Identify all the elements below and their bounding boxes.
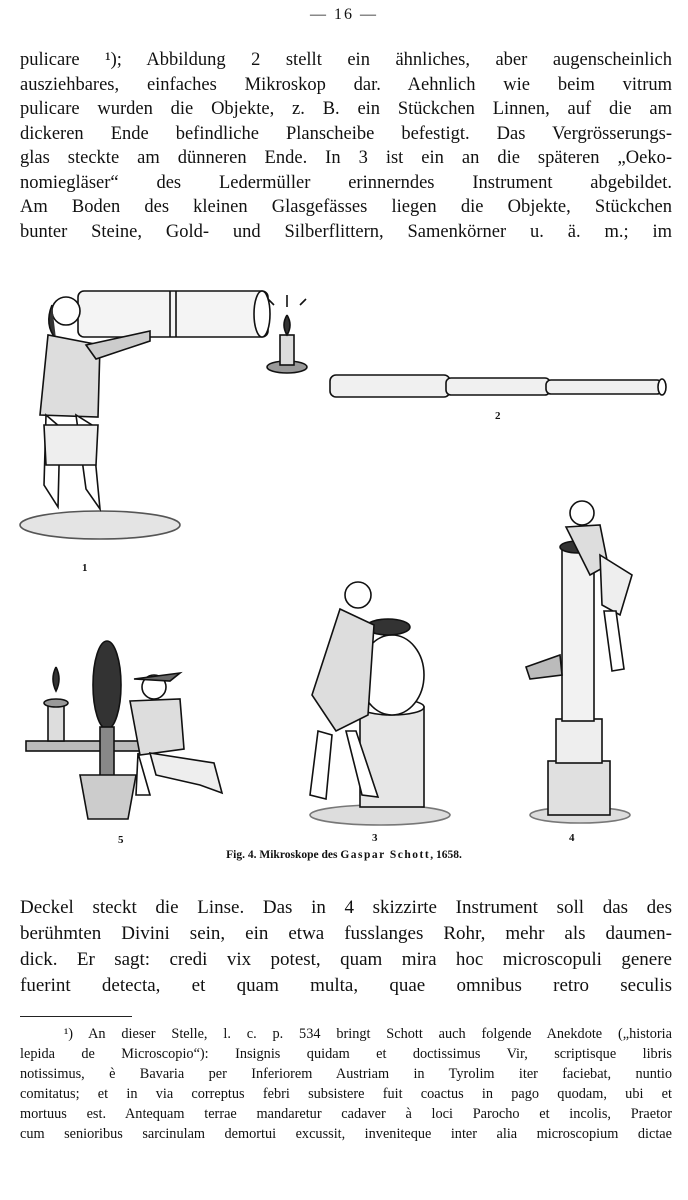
caption-text: Mikroskope des xyxy=(259,849,338,861)
text-line: Am Boden des kleinen Glasgefässes liegen die Objekte, Stückchen xyxy=(20,197,672,217)
footnote-line: ¹) An dieser Stelle, l. c. p. 534 bringt Schott auch folgende Anekdote („historia xyxy=(64,1026,672,1042)
figure-number-2: 2 xyxy=(495,410,501,422)
figure-5-drawing xyxy=(26,641,222,819)
figure-4-drawing xyxy=(526,501,632,823)
figure-number-5: 5 xyxy=(118,834,124,846)
text-line: Deckel steckt die Linse. Das in 4 skizzirte Instrument soll das des xyxy=(20,897,672,918)
page-number: — 16 — xyxy=(310,6,378,23)
footnote-line: notissimus, è Bavaria per Inferiorem Austriam in Tyrolim iter faciebat, nuntio xyxy=(20,1066,672,1082)
figure-number-3: 3 xyxy=(372,832,378,844)
footnote-line: lepida de Microscopio“): Insignis quidam et doctissimus Vir, scriptisque libris xyxy=(20,1046,672,1062)
bottom-paragraph xyxy=(20,895,672,999)
figure-1-drawing xyxy=(20,291,307,539)
text-line: glas steckte am dünneren Ende. In 3 ist ein an die späteren „Oeko- xyxy=(20,148,672,168)
text-line: dick. Er sagt: credi vix potest, quam mira hoc microscopuli genere xyxy=(20,949,672,970)
text-line: nomiegläser“ des Ledermüller erinnerndes Instrument abgebildet. xyxy=(20,172,672,193)
figure-3-drawing xyxy=(310,582,450,825)
figure-number-1: 1 xyxy=(82,562,88,574)
figure-caption xyxy=(0,849,688,861)
text-line: berühmten Divini sein, ein etwa fusslanges Rohr, mehr als daumen- xyxy=(20,923,672,944)
footnote-line: comitatus; et in via correptus febri subsistere fuit coactus in pago quodam, ubi et xyxy=(20,1086,672,1102)
caption-prefix: Fig. 4. xyxy=(226,849,257,861)
engraving-image xyxy=(0,275,688,875)
footnote xyxy=(20,1024,672,1144)
figure-2-drawing xyxy=(330,375,666,397)
figure-number-4: 4 xyxy=(569,832,575,844)
text-line: fuerint detecta, et quam multa, quae omnibus retro seculis xyxy=(20,975,672,996)
footnote-divider xyxy=(20,1016,132,1017)
text-line: pulicare ¹); Abbildung 2 stellt ein ähnliches, aber augenscheinlich xyxy=(20,50,672,70)
caption-name: Gaspar Schott xyxy=(340,849,431,861)
caption-year: , 1658. xyxy=(430,849,462,861)
footnote-line: mortuus est. Antequam terrae mandaretur cadaver à loci Parocho et incolis, Praetor xyxy=(20,1106,672,1122)
text-line: bunter Steine, Gold- und Silberflittern, Samenkörner u. ä. m.; im xyxy=(20,221,672,242)
footnote-line: cum senioribus sarcinulam demortui excussit, inveniteque inter alia microscopium dictae xyxy=(20,1126,672,1142)
text-line: dickeren Ende befindliche Planscheibe befestigt. Das Vergrösserungs- xyxy=(20,123,672,144)
top-paragraph xyxy=(20,48,672,244)
microscope-illustration xyxy=(0,275,688,875)
text-line: ausziehbares, einfaches Mikroskop dar. Aehnlich wie beim vitrum xyxy=(20,74,672,95)
text-line: pulicare wurden die Objekte, z. B. ein Stückchen Linnen, auf die am xyxy=(20,99,672,119)
